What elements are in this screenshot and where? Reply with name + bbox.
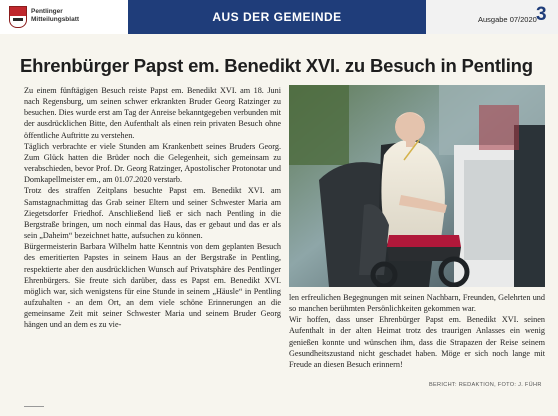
footer-rule (24, 406, 44, 407)
article-paragraph: Zu einem fünftägigen Besuch reiste Papst em. Benedikt XVI. am 18. Juni nach Regensburg, um seinen schwer erkrankten Bruder Georg Ratzinger zu besuchen. Dies wurde erst am Tag der Anreise bekanntgegeben verbunden mit der ausdrücklichen Bitte, den Aufenthalt als einen rein privaten Besuch ohne öffentliche Auftritte zu verstehen. (24, 86, 281, 140)
page-number: 3 (536, 4, 547, 25)
article-column-right (289, 292, 545, 370)
pope-in-wheelchair-photo (289, 85, 545, 287)
article-headline: Ehrenbürger Papst em. Benedikt XVI. zu Besuch in Pentling (20, 55, 533, 76)
article-photo (289, 85, 545, 287)
article-paragraph: Täglich verbrachte er viele Stunden am Krankenbett seines Bruders Georg. Zum Glück hatten die Brüder noch die Gelegenheit, sich gemeinsam zu verabschieden, bevor Prof. Dr. Georg Ratzinger, Apostolischer Protonotar und Domkapellmeister em., am 01.07.2020 verstarb. (24, 141, 281, 185)
masthead-line-1: Pentlinger (31, 8, 63, 15)
article-paragraph: len erfreulichen Begegnungen mit seinen Nachbarn, Freunden, Gelehrten und so manchen berühmten Persönlichkeiten gekommen war. (289, 293, 545, 314)
masthead-title (31, 8, 79, 24)
article-paragraph: Wir hoffen, dass unser Ehrenbürger Papst em. Benedikt XVI. seinen Aufenthalt in der alten Heimat trotz des traurigen Anlasses ein wenig genießen konnte und wünschen ihm, dass die Strapazen der Reise seinem Gesundheitszustand nicht geschadet haben. Möge er sich noch lange mit Freude an diesen Besuch erinnern! (289, 315, 545, 369)
issue-label: Ausgabe 07/2020 (478, 15, 537, 24)
coat-of-arms-icon (9, 6, 27, 28)
page-header (0, 0, 558, 34)
masthead-logo (0, 0, 128, 34)
article-column-left (24, 85, 281, 330)
section-banner (128, 0, 426, 34)
photo-credit: BERICHT: REDAKTION, FOTO: J. FÜHR (429, 382, 542, 388)
section-title: AUS DER GEMEINDE (212, 10, 342, 24)
article-paragraph: Bürgermeisterin Barbara Wilhelm hatte Kenntnis von dem geplanten Besuch des emeritierten Papstes in seinem Haus an der Bergstraße in Pentling, respektierte aber den ausdrücklichen Wunsch auf Privatsphäre des Pentlinger Ehrenbürgers. Sie freute sich darüber, dass es Papst em. Benedikt XVI. möglich war, sich wenigstens für eine Stunde in seinem „Häusle“ in Pentling aufzuhalten - an dem Ort, an dem viele schöne Erinnerungen an die gemeinsame Zeit mit seiner Schwester Maria und seinem Bruder Georg hängen und an dem es zu vie- (24, 242, 281, 330)
article-paragraph: Trotz des straffen Zeitplans besuchte Papst em. Benedikt XVI. am Samstagnachmittag das Grab seiner Eltern und seiner Schwester Maria am Ziegetsdorfer Friedhof. Anschließend ließ er sich nach Pentling in die Bergstraße bringen, um noch einmal das Haus, das er gebaut und das er als sein „Daheim“ bezeichnet hatte, aufsuchen zu können. (24, 186, 281, 241)
masthead-line-2: Mitteilungsblatt (31, 16, 80, 23)
